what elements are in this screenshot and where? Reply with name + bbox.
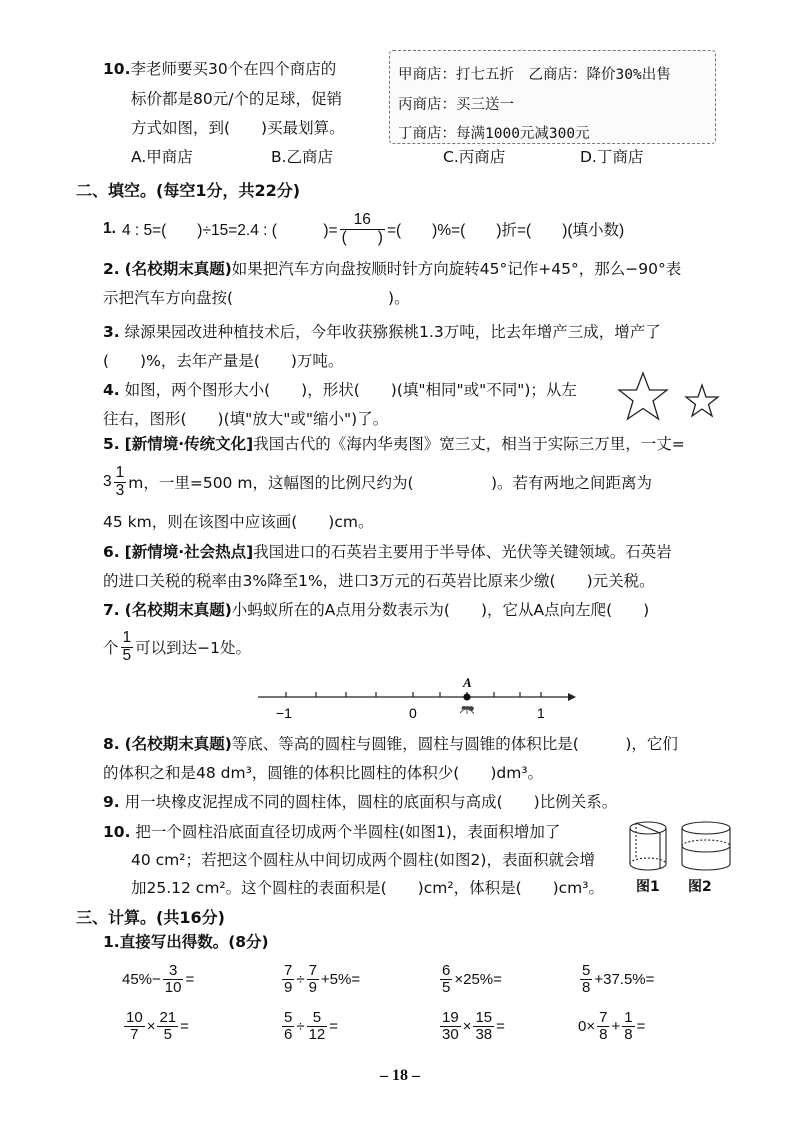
question-tag: [新情境·传统文化]	[124, 435, 254, 453]
option-b: B.乙商店	[271, 148, 334, 166]
point-a-label: A	[463, 675, 472, 690]
question-number: 10.	[103, 60, 131, 78]
fill-question-2-line1: 2. (名校期末真题)如果把汽车方向盘按顺时针方向旋转45°记作+45°，那么−90°表	[103, 260, 682, 278]
fill-question-4-line2: 往右，图形( )(填"放大"或"缩小")了。	[103, 410, 389, 428]
small-star-icon	[686, 385, 718, 416]
cylinder-figure-1	[630, 822, 666, 870]
fill-question-10-line1: 10. 把一个圆柱沿底面直径切成两个半圆柱(如图1)，表面积增加了	[103, 823, 561, 841]
calc-item-a: 45%− $\frac{3}{10}$ =	[122, 961, 195, 996]
promo-line-3: 丁商店：每满1000元减300元	[398, 126, 590, 142]
calc-item-b: $\frac{7}{9}$ ÷ $\frac{7}{9}$ +5%=	[284, 961, 361, 996]
option-a: A.甲商店	[131, 148, 193, 166]
fraction: $\frac{5}{6}$	[284, 1008, 293, 1043]
fraction: $\frac{6}{5}$	[442, 961, 451, 996]
fraction: $\frac{5}{8}$	[582, 961, 591, 996]
fraction: $\frac{1}{5}$	[122, 629, 132, 664]
fraction: $\frac{1}{8}$	[624, 1008, 633, 1043]
fraction: $\frac{16}{( )}$	[341, 211, 383, 246]
fraction: $\frac{7}{9}$	[308, 961, 317, 996]
fill-question-2-line2: 示把汽车方向盘按( )。	[103, 289, 410, 307]
fill-question-4-line1: 4. 如图，两个图形大小( )，形状( )(填"相同"或"不同")；从左	[103, 381, 577, 399]
fraction: $\frac{7}{8}$	[599, 1008, 608, 1043]
fill-question-5-line1: 5. [新情境·传统文化]我国古代的《海内华夷图》宽三丈，相当于实际三万里，一丈=	[103, 435, 685, 453]
option-d: D.丁商店	[580, 148, 644, 166]
fill-question-5-line2: 3 $\frac{1}{3}$ m，一里=500 m，这幅图的比例尺约为( )。若有两地之间距离为	[103, 464, 653, 499]
fill-question-3-line1: 3. 绿源果园改进种植技术后，今年收获猕猴桃1.3万吨，比去年增产三成，增产了	[103, 323, 661, 341]
mc-question-10-line2: 标价都是80元/个的足球，促销	[131, 90, 342, 108]
fill-question-5-line3: 45 km，则在该图中应该画( )cm。	[103, 513, 374, 531]
promo-line-1: 甲商店：打七五折 乙商店：降价30%出售	[398, 67, 671, 83]
mc-question-10-line1: 10.李老师要买30个在四个商店的	[103, 60, 337, 78]
fraction: $\frac{15}{38}$	[475, 1008, 493, 1043]
question-tag: (名校期末真题)	[124, 735, 232, 753]
fill-question-8-line1: 8. (名校期末真题)等底、等高的圆柱与圆锥，圆柱与圆锥的体积比是( )，它们	[103, 735, 678, 753]
cylinder-figure-2	[682, 822, 730, 870]
promo-line-2: 丙商店：买三送一	[398, 97, 514, 113]
star-shapes-figure	[616, 370, 724, 428]
question-tag: (名校期末真题)	[124, 260, 232, 278]
calc-item-g: $\frac{19}{30}$ × $\frac{15}{38}$ =	[442, 1008, 505, 1043]
fill-question-10-line2: 40 cm²；若把这个圆柱从中间切成两个圆柱(如图2)，表面积就会增	[131, 851, 595, 869]
fill-question-7-line1: 7. (名校期末真题)小蚂蚁所在的A点用分数表示为( )，它从A点向左爬( )	[103, 601, 650, 619]
question-tag: (名校期末真题)	[124, 601, 232, 619]
fraction: $\frac{3}{10}$	[164, 961, 182, 996]
fraction: $\frac{21}{5}$	[159, 1008, 177, 1043]
fill-question-6-line1: 6. [新情境·社会热点]我国进口的石英岩主要用于半导体、光伏等关键领域。石英岩	[103, 543, 672, 561]
figure-1-caption: 图1	[636, 879, 660, 895]
fill-question-7-line2: 个 $\frac{1}{5}$ 可以到达−1处。	[103, 629, 251, 664]
calc-item-c: $\frac{6}{5}$ ×25%=	[442, 961, 502, 996]
fill-question-1: 1. 4 : 5=( )÷15=2.4 : ( )= $\frac{16}{( )}$ =( )%=( )折=( )(填小数)	[103, 211, 625, 246]
option-c: C.丙商店	[443, 148, 506, 166]
fill-question-10-line3: 加25.12 cm²。这个圆柱的表面积是( )cm²，体积是( )cm³。	[131, 879, 604, 897]
calc-item-d: $\frac{5}{8}$ +37.5%=	[582, 961, 655, 996]
section-title-calculation: 三、计算。(共16分)	[76, 908, 225, 927]
calc-question-1-title: 1.直接写出得数。(8分)	[103, 933, 269, 951]
arrow-right-icon	[568, 693, 576, 701]
page-number: – 18 –	[380, 1067, 420, 1084]
fraction: $\frac{5}{12}$	[308, 1008, 326, 1043]
fill-question-3-line2: ( )%，去年产量是( )万吨。	[103, 352, 344, 370]
axis-label-neg1: −1	[276, 705, 292, 721]
section-title-fill-blanks: 二、填空。(每空1分，共22分)	[76, 181, 301, 200]
cylinder-figures	[624, 818, 742, 874]
large-star-icon	[619, 373, 667, 419]
mc-question-10-line3: 方式如图，到( )买最划算。	[131, 119, 345, 137]
axis-label-0: 0	[409, 705, 417, 721]
figure-2-caption: 图2	[688, 879, 712, 895]
number-line	[250, 672, 580, 728]
calc-item-e: $\frac{10}{7}$ × $\frac{21}{5}$ =	[126, 1008, 189, 1043]
fraction: $\frac{10}{7}$	[126, 1008, 143, 1043]
axis-label-1: 1	[537, 705, 545, 721]
fill-question-9-line1: 9. 用一块橡皮泥捏成不同的圆柱体，圆柱的底面积与高成( )比例关系。	[103, 793, 618, 811]
tick-marks	[286, 692, 541, 697]
calc-item-f: $\frac{5}{6}$ ÷ $\frac{5}{12}$ =	[284, 1008, 339, 1043]
fraction: $\frac{7}{9}$	[284, 961, 293, 996]
fill-question-6-line2: 的进口关税的税率由3%降至1%，进口3万元的石英岩比原来少缴( )元关税。	[103, 572, 655, 590]
fraction: $\frac{19}{30}$	[442, 1008, 459, 1043]
point-a-dot	[463, 693, 470, 700]
calc-item-h: 0× $\frac{7}{8}$ + $\frac{1}{8}$ =	[578, 1008, 646, 1043]
fill-question-8-line2: 的体积之和是48 dm³，圆锥的体积比圆柱的体积少( )dm³。	[103, 764, 544, 782]
ant-icon	[460, 706, 474, 714]
promotion-box	[389, 50, 716, 144]
question-tag: [新情境·社会热点]	[124, 543, 254, 561]
fraction: $\frac{1}{3}$	[115, 464, 125, 499]
